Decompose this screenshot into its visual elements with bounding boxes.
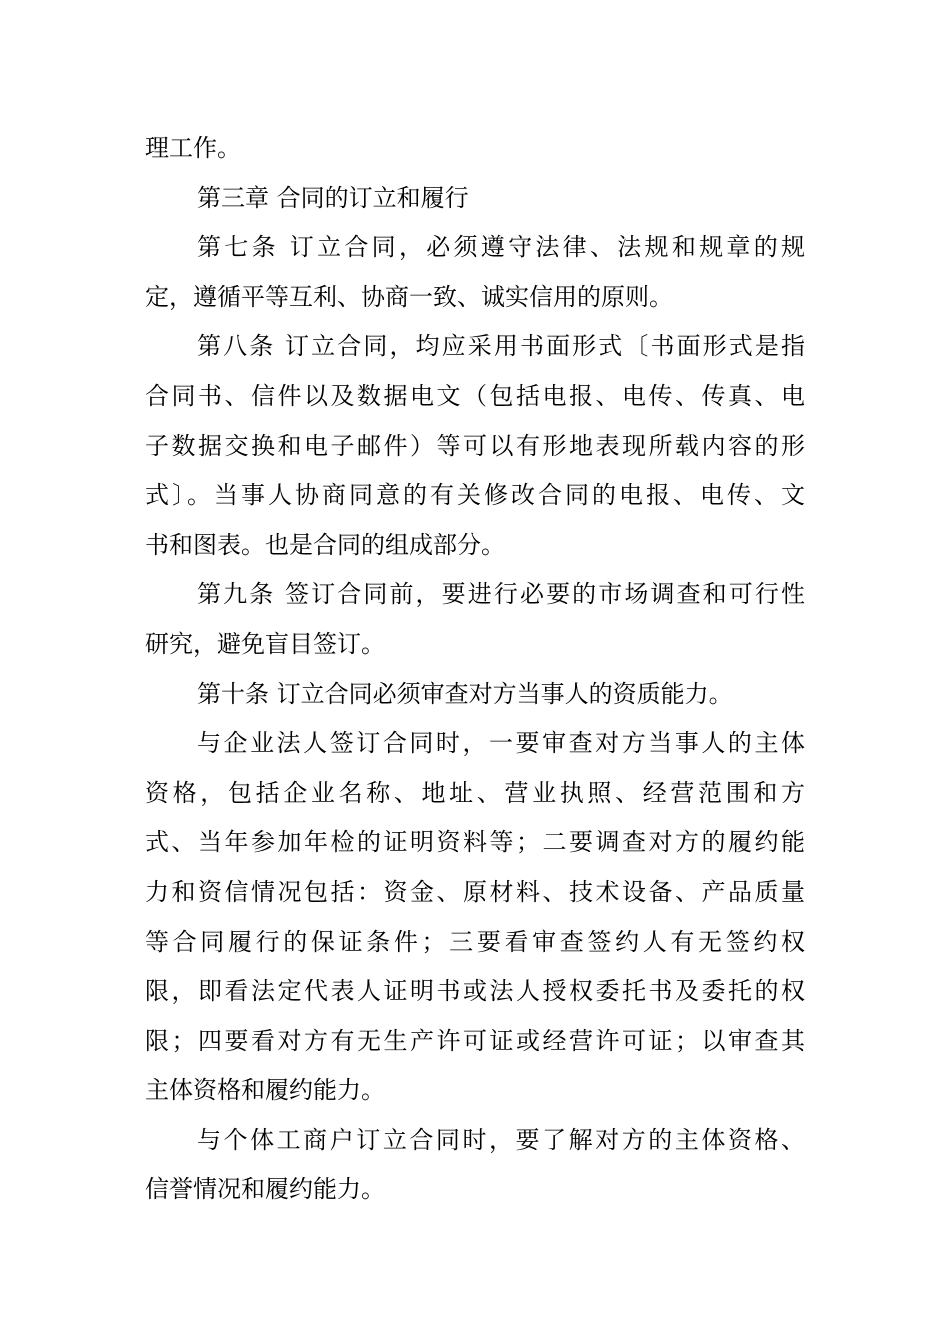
article-8-line: 式〕。当事人协商同意的有关修改合同的电报、电传、文 [145, 481, 805, 510]
enterprise-paragraph-line: 限，即看法定代表人证明书或法人授权委托书及委托的权 [145, 977, 805, 1006]
article-7-line: 定，遵循平等互利、协商一致、诚实信用的原则。 [145, 282, 673, 311]
enterprise-paragraph-line: 等合同履行的保证条件；三要看审查签约人有无签约权 [145, 927, 805, 956]
article-10-line: 第十条 订立合同必须审查对方当事人的资质能力。 [197, 679, 733, 708]
enterprise-paragraph-line: 式、当年参加年检的证明资料等；二要调查对方的履约能 [145, 828, 805, 857]
enterprise-paragraph-line: 力和资信情况包括：资金、原材料、技术设备、产品质量 [145, 877, 805, 906]
enterprise-paragraph-line: 限；四要看对方有无生产许可证或经营许可证；以审查其 [145, 1026, 805, 1055]
individual-business-paragraph-line: 信誉情况和履约能力。 [145, 1175, 385, 1204]
enterprise-paragraph-line: 资格，包括企业名称、地址、营业执照、经营范围和方 [145, 778, 805, 807]
article-7-line: 第七条 订立合同，必须遵守法律、法规和规章的规 [197, 233, 805, 262]
enterprise-paragraph-line: 与企业法人签订合同时，一要审查对方当事人的主体 [197, 729, 805, 758]
article-8-line: 第八条 订立合同，均应采用书面形式〔书面形式是指 [197, 332, 805, 361]
enterprise-paragraph-line: 主体资格和履约能力。 [145, 1076, 385, 1105]
text-line: 理工作。 [145, 134, 241, 162]
document-body [145, 124, 805, 1215]
article-9-line: 第九条 签订合同前，要进行必要的市场调查和可行性 [197, 580, 805, 609]
individual-business-paragraph-line: 与个体工商户订立合同时，要了解对方的主体资格、 [197, 1125, 805, 1154]
article-8-line: 书和图表。也是合同的组成部分。 [145, 530, 505, 559]
article-8-line: 子数据交换和电子邮件）等可以有形地表现所载内容的形 [145, 431, 805, 460]
article-9-line: 研究，避免盲目签订。 [145, 629, 385, 658]
chapter-heading: 第三章 合同的订立和履行 [197, 183, 469, 212]
article-8-line: 合同书、信件以及数据电文（包括电报、电传、传真、电 [145, 381, 805, 410]
